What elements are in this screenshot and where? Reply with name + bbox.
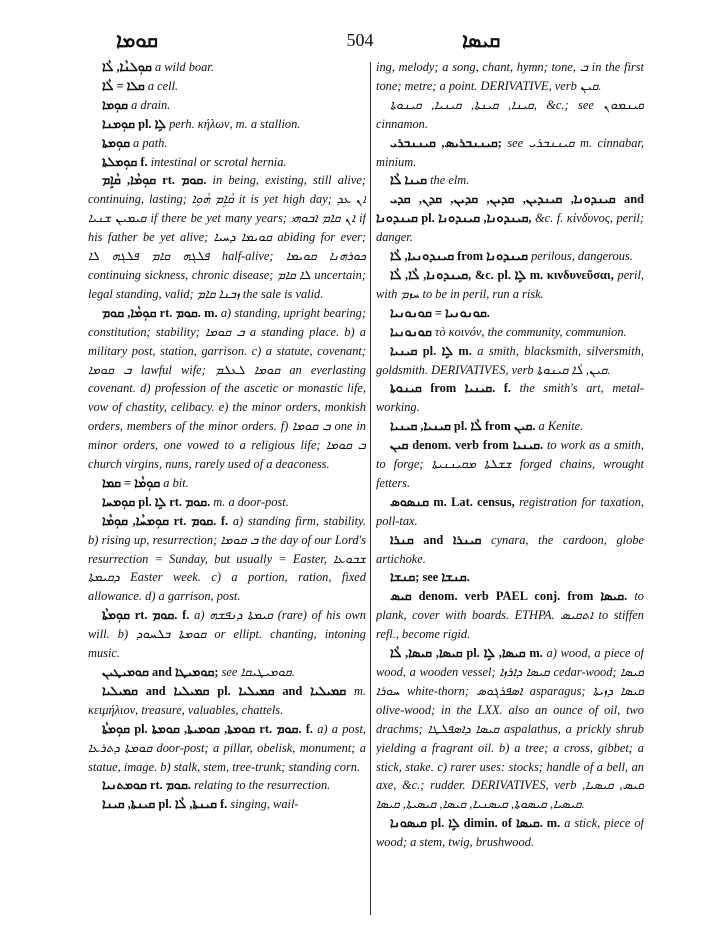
entry-headword: ܩܡܝܠܝܐ and ܩܡܝܠܝܐ pl. ܩܡܝܠܝܐ and ܩܡܝܠܝܐ [102,683,347,698]
dictionary-entry [88,474,366,493]
dictionary-entry [376,96,644,134]
entry-definition: a) standing, upright bearing; constitution; stability; ܒ ܩܘܡܐ a standing place. b) a military post, station, garrison. c) a statute, covenant; ܒ ܩܘܡܐ lawful wife; ܩܘܡܐ ܠܥܠܡ an everlasting covenant. d) profession of the ascetic or monastic life, vow of chastity, celibacy. e) the minor orders, monkish orders, members of the minor orders. f) ܒ ܩܘܡܐ one in minor orders, one vowed to a religious life; ܒ ܩܘܡܐ church virgins, nuns, rarely used of a deaconess. [88,305,366,472]
entry-headword: ܩܝܢܘܬܐ from ܩܝܢܝܐ. f. [390,381,511,396]
entry-definition: a path. [133,135,168,150]
running-head-right: ܩܝܣܐ [462,30,501,52]
entry-headword: ܩܝܢܬܐ, ܩܝܢܐ pl. ܩܝܢܬܐ, ܠܵܐ f. [102,797,228,812]
dictionary-entry [376,58,644,96]
dictionary-entry [88,493,366,512]
entry-headword: ܩܠܐ = ܠܵܐ [102,78,145,93]
dictionary-entry [88,512,366,607]
entry-headword: ܩܝܢܕܘܢܐ, ܠܵܐ, ܠܵܐ, &c. pl. ܠܹܐ m. κινδυνεῦσαι, [390,267,614,282]
dictionary-entry [88,96,366,115]
entry-definition: a wild boar. [154,60,214,74]
entry-headword: ܩܘܼܡܚܵܐ, ܩܘܼܡܵܐ rt. ܩܘܡ. f. [102,513,229,528]
dictionary-entry [376,247,644,266]
entry-headword: ܩܝܣ denom. verb PAEL conj. from ܩܝܣܐ. [390,589,628,604]
entry-definition: m. κειμήλιον, treasure, valuables, chattels. [88,683,366,717]
entry-definition: singing, wail- [230,797,299,812]
entry-headword: ܩܘܼܡܵܐ = ܩܡܐ [102,475,161,490]
page-number: 504 [346,30,374,50]
entry-definition: m. a door-post. [213,494,289,509]
entry-headword: ܩܘܼܡܠܬܐ f. [102,154,148,169]
entry-headword: ܩܘܼܡܬܐ [102,135,130,150]
entry-definition: cynara, the cardoon, globe artichoke. [376,532,644,566]
entry-definition: perh. κήλων, m. a stallion. [169,116,301,131]
entry-headword: ܩܘܢܘܢܝܐ [390,324,432,339]
dictionary-entry [376,568,644,587]
dictionary-entry [88,606,366,663]
dictionary-entry [376,587,644,644]
entry-definition: to work as a smith, to forge; ܫܫܠܬܐ ܡܩܝܢܢܝܬܐ forged chains, wrought fetters. [376,438,644,490]
entry-definition: a cell. [147,78,179,93]
entry-headword: ܩܘܼܡܢܐ pl. ܠܹܐ [102,116,166,131]
dictionary-entry [376,323,644,342]
entry-definition: the elm. [430,173,470,188]
entry-headword: ܩܝܢܢܒܪܝܣ, ܩܝܢܢܒܪܝ; [390,135,502,150]
dictionary-entry [376,814,644,852]
entry-definition: a) wood, a piece of wood, a wooden vessel; ܩܝܣܐ ܕܐܪܙܐ cedar-wood; ܩܝܣܐ ܚܘܪܐ white-thorn; ܐܣܦܪܓܘܣ asparagus; ܩܝܣܐ ܕܙܝܬܐ olive-wood; in the LXX. also an ounce of oil, two drachms; ܩܝܣܐ ܕܐܣܦܠܛܐ aspalathus, a prickly shrub yielding a fragrant oil. b) a tree; a cross, gibbet; a stick, stake. c) rarer uses: stocks; handle of a bell, an axe, &c.; rudder. DERIVATIVES, verb ܩܝܣ, ܩܝܣܝܐ, ܩܝܣܝܐ, ܩܝܣܘܬܐ, ܩܝܣܢܝܐ, ܩܝܣܐ, ܩܝܣܝܬܐ, ܩܝܣܐ. [376,646,644,812]
entry-definition: ing, melody; a song, chant, hymn; tone, ܒ in the first tone; metre; a point. DERIVATIVE, verb ܩܝܢ. [376,60,644,93]
entry-definition: in being, existing, still alive; continuing, lasting; ܩܵܐܹܡ ܗܵܘܹܐ it is yet high day; ܐܢ ܥܕ ܩܝܡܝܢ ܫܢܝܐ if there be yet many years; ܐܢ ܩܐܡ ܐܒܘܗܝ if his father be yet alive; ܩܘܝܡܐ ܕܚܝܐ abiding for ever; ܦܠܓܗ ܩܐܡ ܦܠܓܗ ܠܐ half-alive; ܟܘܪܗܢܐ ܩܘܝܡܐ continuing sickness, chronic disease; ܠܐ ܩܐܡ uncertain; legal standing, valid; ܙܒܢܐ ܩܐܡ the sale is valid. [88,173,366,301]
dictionary-entry [88,776,366,795]
entry-headword: ܩܘܼܡܚܐ pl. ܠܹܐ rt. ܩܘܡ. [102,494,211,509]
dictionary-entry [376,304,644,323]
dictionary-entry [376,190,644,247]
entry-headword: ܩܝܢܐ ܠܵܐ [390,173,427,188]
entry-definition: a smith, blacksmith, silversmith, goldsmith. DERIVATIVES, verb ܩܝܢ, ܠܵܐ ܩܝܢܘܬܐ. [376,343,644,377]
dictionary-entry [376,531,644,569]
dictionary-entry [376,436,644,493]
entry-definition: a) ܩܝܡܬܐ ܕܢܦܫܗ (rare) of his own will. b) ܩܘܡܬܐ ܒܠܚܘܕ or ellipt. chanting, intoning music. [88,608,366,661]
entry-definition: the smith's art, metal-working. [376,381,644,415]
entry-definition: ܩܝܢܐ, ܩܝܢܬܐ, ܩܝܢܝܐ, ܩܝܢܘܬܐ, &c.; see ܩܝܢܡܘܢ cinnamon. [376,97,644,131]
entry-definition: τὸ κοινόν, the community, communion. [434,324,627,339]
left-column [88,58,366,920]
entry-definition: &c. f. κίνδυνος, peril; danger. [376,211,644,245]
entry-headword: ܩܘܼܡܬܵܐ pl. ܩܘܡܬܐ, ܩܘܡܝܬܐ, ܩܘܡܬܐ rt. ܩܘܡ. f. [102,721,313,736]
entry-definition: to plank, cover with boards. ETHPA. ܐܬܩܝܣ to stiffen refl., become rigid. [376,589,644,642]
entry-definition: registration for taxation, poll-tax. [376,494,644,528]
entry-definition: a bit. [163,475,189,490]
entry-headword: ܩܘܡܬܢܝܐ rt. ܩܘܡ. [102,778,191,793]
entry-definition: a drain. [131,97,171,112]
entry-headword: ܩܝܢ denom. verb from ܩܝܢܝܐ. [390,438,544,453]
dictionary-entry [88,171,366,303]
dictionary-entry [88,115,366,134]
entry-headword: ܩܘܼܡܐ [102,97,128,112]
dictionary-entry [88,663,366,682]
dictionary-entry [88,58,366,77]
dictionary-entry [376,266,644,304]
entry-headword: ܩܝܢܕܘܢܐ, ܩܝܢܕܝܢ, ܩܕܝܢ, ܩܕܝܢ, ܩܕܢ, ܩܕܝ and ܩܝܢܕܘܢܐ pl. ܩܝܢܕܘܢܐ, ܩܝܢܕܘܢܐ, [376,192,644,226]
entry-headword: ܩܘܼܡܵܐ, ܩܵܐܹܡ rt. ܩܘܡ. [102,173,207,188]
entry-headword: ܩܢܣܘܣ m. Lat. census, [390,494,515,509]
running-head-left: ܩܘܡܐ [116,30,158,52]
entry-definition: see ܩܝܢܢܒܪܝ m. cinnabar, minium. [376,135,644,169]
dictionary-entry [88,720,366,777]
entry-definition: a Kenite. [538,419,584,434]
entry-headword: ܩܝܣܘܢܐ pl. ܠܹܐ dimin. of ܩܝܣܐ. m. [390,816,561,831]
entry-headword: ܩܘܼܡܬܵܐ rt. ܩܘܡ. f. [102,608,190,623]
dictionary-entry [88,795,366,814]
dictionary-entry [376,134,644,172]
dictionary-entry [376,644,644,814]
entry-headword: ܩܝܢܕܘܢܝܐ, ܠܵܐ from ܩܝܢܕܘܢܐ [390,249,528,264]
entry-headword: ܩܘܼܡܵܐ, ܩܘܡ rt. ܩܘܡ. m. [102,305,218,320]
dictionary-entry [376,342,644,380]
entry-headword: ܩܢܪܐ and ܩܝܢܪܐ [390,532,482,547]
dictionary-entry [376,171,644,190]
dictionary-entry [88,304,366,474]
entry-definition: a) a post, ܩܘܡܬܐ ܕܬܪܥܐ door-post; a pillar, obelisk, monument; a statue, image. b) stalk, stem, tree-trunk; standing corn. [88,721,366,774]
entry-headword: ܩܘܼܠܢܵܐ, ܠܵܐ [102,60,152,74]
dictionary-entry [88,153,366,172]
entry-definition: see ܩܘܡܝܛܝܩܐ. [221,665,295,679]
column-divider [370,62,371,915]
entry-definition: intestinal or scrotal hernia. [150,154,287,169]
entry-definition: peril, with ܚܙܡ to be in peril, run a risk. [376,267,644,301]
dictionary-entry [88,134,366,153]
dictionary-entry [88,682,366,720]
right-column [376,58,644,920]
dictionary-entry [376,493,644,531]
entry-headword: ܩܘܢܘܢܝܐ = ܩܘܢܘܢܝܐ. [390,305,490,320]
entry-definition: a) standing firm, stability. b) rising up, resurrection; ܒ ܩܘܡܐ the day of our Lord's resurrection = Sunday, but usually = Easter, ܫܒܘܥܐ ܕܩܝܡܬܐ Easter week. c) a portion, ration, fixed allowance. d) a garrison, post. [88,513,366,604]
entry-headword: ܩܢܫܐ; see ܩܢܫܐ. [390,570,470,585]
dictionary-entry [88,77,366,96]
entry-definition: perilous, dangerous. [531,249,633,264]
entry-headword: ܩܝܢܝܐ, ܩܝܢܝܐ pl. ܠܵܐ from ܩܝܢ. [390,419,536,434]
entry-definition: relating to the resurrection. [194,778,331,793]
entry-headword: ܩܝܣܐ, ܩܝܣܐ, ܠܵܐ pl. ܩܝܣܐ, ܠܹܐ m. [390,646,543,661]
entry-headword: ܩܘܡܝܛܝܢ and ܩܘܡܝܛܐ; [102,665,219,679]
entry-headword: ܩܝܢܝܐ pl. ܠܹܐ m. [390,343,472,358]
entry-definition: a stick, piece of wood; a stem, twig, brushwood. [376,816,644,850]
dictionary-entry [376,379,644,417]
dictionary-entry [376,417,644,436]
